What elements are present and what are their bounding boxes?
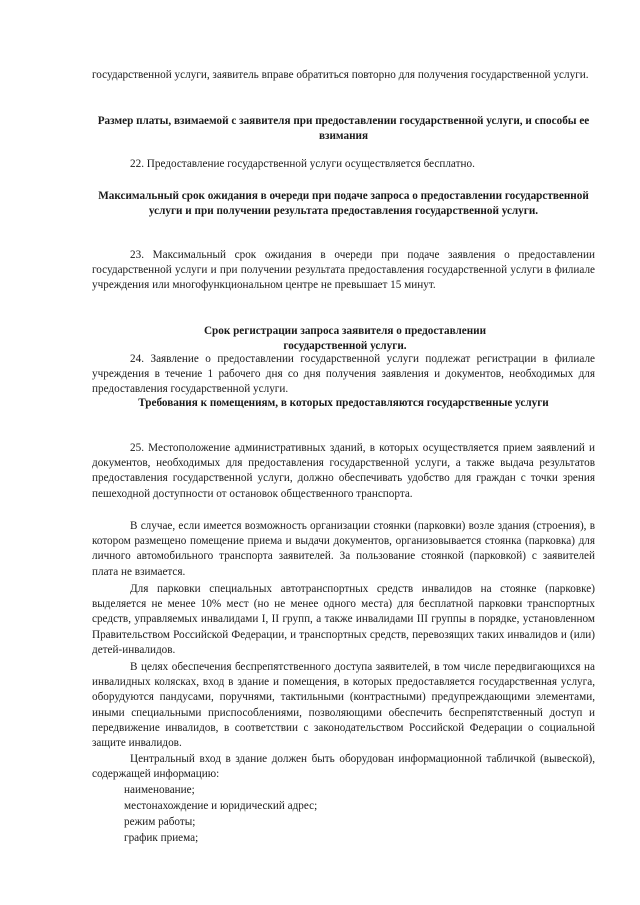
list-item: режим работы; bbox=[124, 816, 196, 828]
paragraph-22: 22. Предоставление государственной услуги осуществляется бесплатно. bbox=[130, 158, 475, 170]
paragraph-parking: В случае, если имеется возможность организации стоянки (парковки) возле здания (строения), в котором размещено помещение приема и выдачи документов, организовывается стоянка (парковка) для личного автомобильного транспорта заявителей. За пользование стоянкой (парковкой) с заявителей плата не взимается. bbox=[92, 520, 595, 578]
heading-premises: Требования к помещениям, в которых предоставляются государственные услуги bbox=[138, 397, 549, 409]
paragraph-24: 24. Заявление о предоставлении государственной услуги подлежат регистрации в филиале учреждения в течение 1 рабочего дня со дня получения заявления и документов, необходимых для предоставления государственной услуги. bbox=[92, 353, 595, 396]
paragraph-25: 25. Местоположение административных зданий, в которых осуществляется прием заявлений и документов, необходимых для предоставления государственной услуги, а также выдача результатов предоставления государственной услуги, должно обеспечивать удобство для граждан с точки зрения пешеходной доступности от остановок общественного транспорта. bbox=[92, 442, 595, 500]
intro-paragraph: государственной услуги, заявитель вправе обратиться повторно для получения государственной услуги. bbox=[92, 69, 589, 81]
list-item: график приема; bbox=[124, 832, 199, 844]
paragraph-disabled-parking: Для парковки специальных автотранспортных средств инвалидов на стоянке (парковке) выделяется не менее 10% мест (но не менее одного места) для бесплатной парковки транспортных средств, управляемых инвалидами I, II групп, а также инвалидами III группы в порядке, установленном Правительством Российской Федерации, и транспортных средств, перевозящих таких инвалидов и (или) детей-инвалидов. bbox=[92, 583, 595, 656]
paragraph-entrance: Центральный вход в здание должен быть оборудован информационной табличкой (вывеской), содержащей информацию: bbox=[92, 753, 595, 781]
heading-fee: Размер платы, взимаемой с заявителя при предоставлении государственной услуги, и способы ее взимания bbox=[97, 115, 590, 143]
paragraph-access: В целях обеспечения беспрепятственного доступа заявителей, в том числе передвигающихся на инвалидных колясках, вход в здание и помещения, в которых предоставляется государственная услуга, оборудуются пандусами, поручнями, тактильными (контрастными) предупреждающими элементами, иными специальными приспособлениями, позволяющими обеспечить беспрепятственный доступ и передвижение инвалидов, в соответствии с законодательством Российской Федерации о социальной защите инвалидов. bbox=[92, 661, 595, 750]
list-item: местонахождение и юридический адрес; bbox=[124, 800, 318, 812]
list-item: наименование; bbox=[124, 784, 195, 796]
heading-registration: Срок регистрации запроса заявителя о предоставлении государственной услуги. bbox=[203, 325, 487, 353]
paragraph-23: 23. Максимальный срок ожидания в очереди при подаче заявления о предоставлении государственной услуги и при получении результата предоставления государственной услуги в филиале учреждения или многофункциональном центре не превышает 15 минут. bbox=[92, 249, 595, 292]
heading-queue: Максимальный срок ожидания в очереди при подаче запроса о предоставлении государственной услуги и при получении результата предоставления государственной услуги. bbox=[98, 190, 589, 218]
